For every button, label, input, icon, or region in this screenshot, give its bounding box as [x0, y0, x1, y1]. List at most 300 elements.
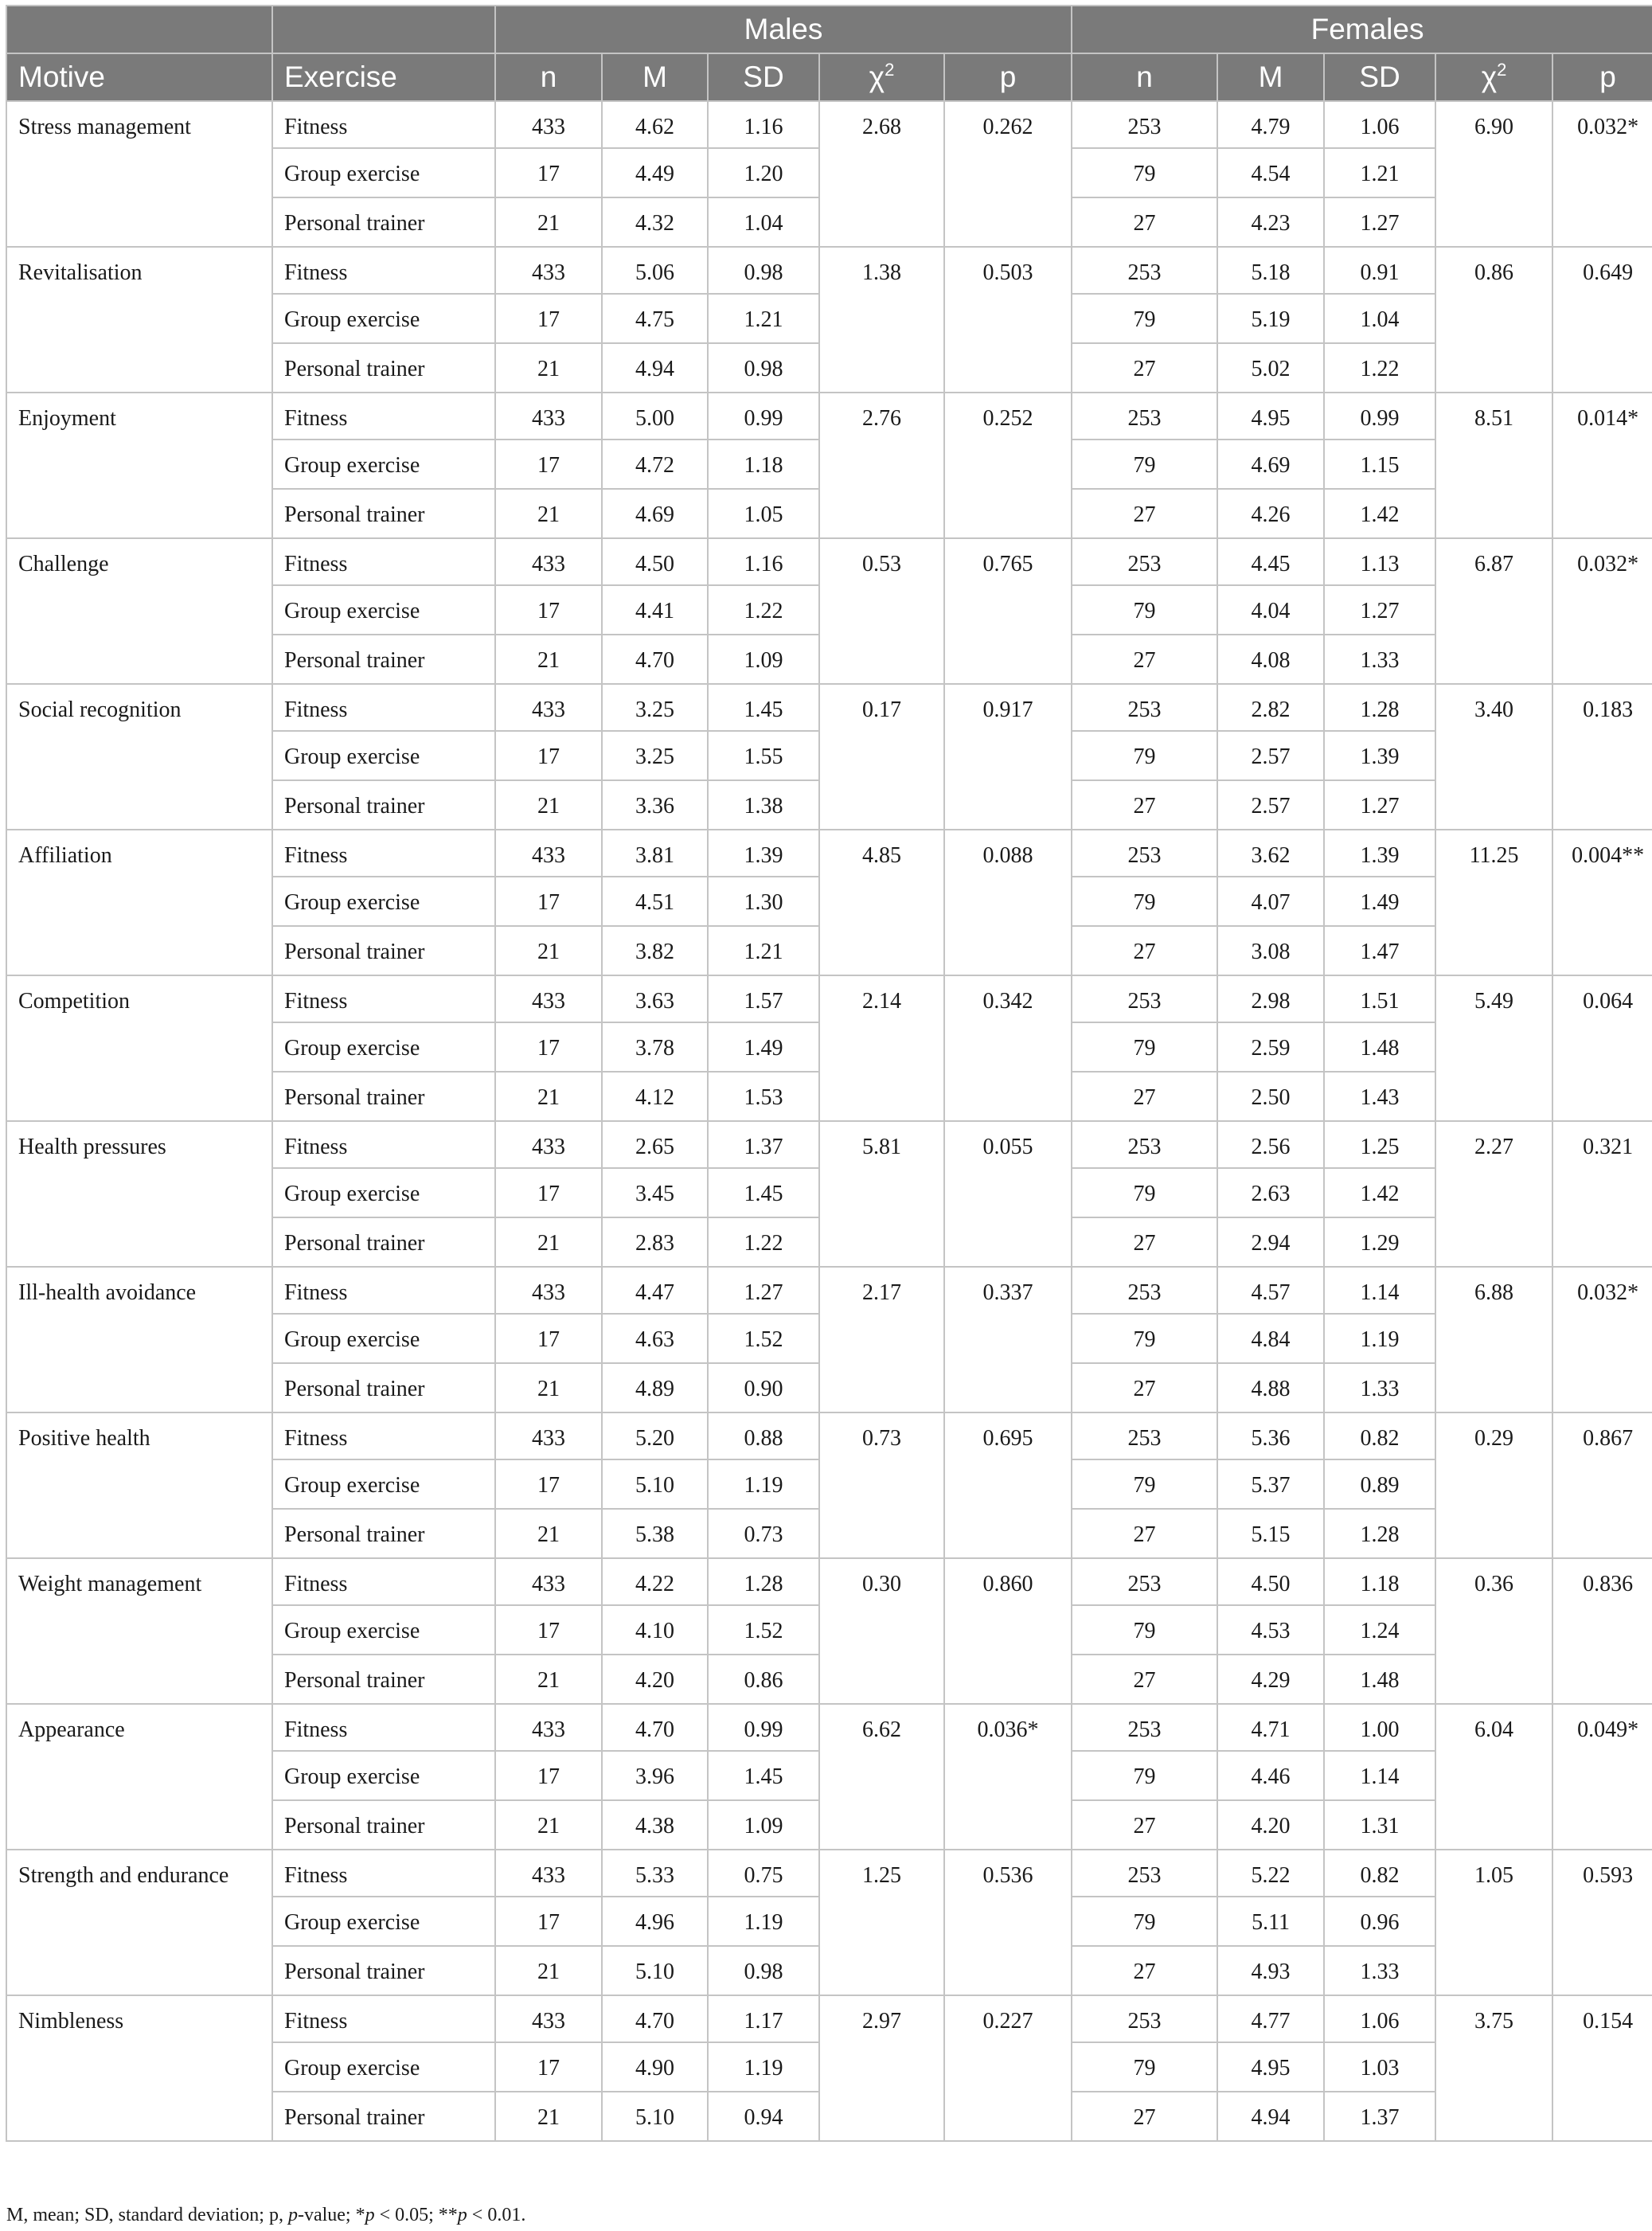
- n-males-cell: 17: [495, 148, 602, 197]
- m-females-cell: 4.79: [1217, 101, 1324, 148]
- motive-cell: Weight management: [6, 1558, 272, 1704]
- sd-females-cell: 1.14: [1324, 1751, 1435, 1800]
- n-females-cell: 27: [1072, 1072, 1217, 1121]
- m-males-cell: 3.25: [602, 684, 708, 731]
- m-males-cell: 5.20: [602, 1412, 708, 1459]
- footnote-part: -value; *: [297, 2205, 365, 2225]
- n-males-cell: 17: [495, 731, 602, 780]
- n-females-cell: 27: [1072, 489, 1217, 538]
- n-males-cell: 21: [495, 1509, 602, 1558]
- chi-males-cell: 2.14: [819, 975, 944, 1121]
- m-males-cell: 4.12: [602, 1072, 708, 1121]
- n-males-cell: 17: [495, 1605, 602, 1655]
- exercise-cell: Fitness: [272, 1267, 495, 1314]
- sd-females-cell: 1.06: [1324, 101, 1435, 148]
- n-males-cell: 21: [495, 1072, 602, 1121]
- m-females-cell: 2.57: [1217, 731, 1324, 780]
- m-males-cell: 2.65: [602, 1121, 708, 1168]
- chi-symbol: χ: [869, 61, 885, 93]
- header-blank-motive: [6, 6, 272, 53]
- sd-males-cell: 1.27: [708, 1267, 819, 1314]
- sd-males-cell: 1.20: [708, 148, 819, 197]
- p-females-cell: 0.649: [1552, 247, 1652, 393]
- table-row: [6, 1704, 1652, 1751]
- m-females-cell: 5.22: [1217, 1850, 1324, 1897]
- n-females-cell: 79: [1072, 440, 1217, 489]
- p-males-cell: 0.055: [944, 1121, 1072, 1267]
- n-males-cell: 433: [495, 975, 602, 1022]
- p-males-cell: 0.252: [944, 393, 1072, 538]
- footnote-part: < 0.01.: [467, 2205, 526, 2225]
- m-females-cell: 2.94: [1217, 1217, 1324, 1267]
- m-males-cell: 4.70: [602, 1704, 708, 1751]
- m-females-cell: 4.57: [1217, 1267, 1324, 1314]
- motive-cell: Social recognition: [6, 684, 272, 830]
- sd-males-cell: 1.30: [708, 877, 819, 926]
- chi-females-cell: 1.05: [1435, 1850, 1552, 1995]
- m-males-cell: 3.25: [602, 731, 708, 780]
- sd-males-cell: 0.98: [708, 1946, 819, 1995]
- table-row: [6, 247, 1652, 294]
- chi-females-cell: 6.90: [1435, 101, 1552, 247]
- motive-cell: Strength and endurance: [6, 1850, 272, 1995]
- exercise-cell: Group exercise: [272, 877, 495, 926]
- n-females-cell: 253: [1072, 1267, 1217, 1314]
- motive-cell: Health pressures: [6, 1121, 272, 1267]
- p-males-cell: 0.536: [944, 1850, 1072, 1995]
- n-males-cell: 17: [495, 1314, 602, 1363]
- sd-females-cell: 1.33: [1324, 1946, 1435, 1995]
- header-sd-females: SD: [1324, 53, 1435, 101]
- p-males-cell: 0.860: [944, 1558, 1072, 1704]
- n-males-cell: 17: [495, 877, 602, 926]
- chi-females-cell: 2.27: [1435, 1121, 1552, 1267]
- n-females-cell: 27: [1072, 1509, 1217, 1558]
- m-males-cell: 4.69: [602, 489, 708, 538]
- n-males-cell: 21: [495, 343, 602, 393]
- sd-males-cell: 1.18: [708, 440, 819, 489]
- p-males-cell: 0.917: [944, 684, 1072, 830]
- sd-males-cell: 1.22: [708, 585, 819, 635]
- exercise-cell: Fitness: [272, 1850, 495, 1897]
- n-males-cell: 433: [495, 1558, 602, 1605]
- sd-females-cell: 1.28: [1324, 1509, 1435, 1558]
- m-females-cell: 5.37: [1217, 1459, 1324, 1509]
- p-females-cell: 0.004**: [1552, 830, 1652, 975]
- sd-males-cell: 0.73: [708, 1509, 819, 1558]
- m-males-cell: 3.81: [602, 830, 708, 877]
- n-females-cell: 27: [1072, 780, 1217, 830]
- m-males-cell: 4.90: [602, 2042, 708, 2092]
- header-females: Females: [1072, 6, 1652, 53]
- p-females-cell: 0.154: [1552, 1995, 1652, 2141]
- p-females-cell: 0.064: [1552, 975, 1652, 1121]
- n-females-cell: 27: [1072, 926, 1217, 975]
- exercise-cell: Fitness: [272, 1704, 495, 1751]
- table-row: [6, 1558, 1652, 1605]
- sd-females-cell: 1.27: [1324, 780, 1435, 830]
- sd-females-cell: 1.39: [1324, 731, 1435, 780]
- exercise-cell: Fitness: [272, 101, 495, 148]
- m-females-cell: 2.50: [1217, 1072, 1324, 1121]
- m-males-cell: 2.83: [602, 1217, 708, 1267]
- n-females-cell: 27: [1072, 1655, 1217, 1704]
- sd-females-cell: 1.29: [1324, 1217, 1435, 1267]
- m-males-cell: 4.70: [602, 635, 708, 684]
- n-males-cell: 21: [495, 1655, 602, 1704]
- exercise-cell: Group exercise: [272, 1314, 495, 1363]
- m-females-cell: 4.26: [1217, 489, 1324, 538]
- exercise-cell: Personal trainer: [272, 1217, 495, 1267]
- sd-females-cell: 1.47: [1324, 926, 1435, 975]
- sd-females-cell: 1.25: [1324, 1121, 1435, 1168]
- chi-females-cell: 6.87: [1435, 538, 1552, 684]
- n-females-cell: 253: [1072, 247, 1217, 294]
- m-females-cell: 5.15: [1217, 1509, 1324, 1558]
- sd-males-cell: 1.45: [708, 684, 819, 731]
- n-females-cell: 79: [1072, 294, 1217, 343]
- m-females-cell: 4.20: [1217, 1800, 1324, 1850]
- sd-females-cell: 1.37: [1324, 2092, 1435, 2141]
- m-males-cell: 5.10: [602, 2092, 708, 2141]
- m-females-cell: 4.71: [1217, 1704, 1324, 1751]
- sd-females-cell: 0.82: [1324, 1412, 1435, 1459]
- n-males-cell: 21: [495, 197, 602, 247]
- chi-symbol: χ: [1481, 61, 1498, 93]
- n-females-cell: 253: [1072, 1850, 1217, 1897]
- sd-males-cell: 0.98: [708, 343, 819, 393]
- n-males-cell: 17: [495, 585, 602, 635]
- motive-cell: Nimbleness: [6, 1995, 272, 2141]
- header-chi-females: [1435, 53, 1552, 101]
- p-males-cell: 0.088: [944, 830, 1072, 975]
- m-females-cell: 5.19: [1217, 294, 1324, 343]
- n-females-cell: 253: [1072, 538, 1217, 585]
- n-females-cell: 79: [1072, 585, 1217, 635]
- sd-males-cell: 1.49: [708, 1022, 819, 1072]
- sd-males-cell: 0.75: [708, 1850, 819, 1897]
- p-females-cell: 0.049*: [1552, 1704, 1652, 1850]
- sd-males-cell: 0.88: [708, 1412, 819, 1459]
- header-row-groups: [6, 6, 1652, 53]
- n-males-cell: 21: [495, 1363, 602, 1412]
- header-chi-males: [819, 53, 944, 101]
- exercise-cell: Personal trainer: [272, 780, 495, 830]
- p-males-cell: 0.342: [944, 975, 1072, 1121]
- sd-females-cell: 1.22: [1324, 343, 1435, 393]
- exercise-cell: Group exercise: [272, 731, 495, 780]
- exercise-cell: Personal trainer: [272, 1655, 495, 1704]
- sd-males-cell: 1.57: [708, 975, 819, 1022]
- n-females-cell: 79: [1072, 731, 1217, 780]
- sd-males-cell: 0.86: [708, 1655, 819, 1704]
- table-row: [6, 1267, 1652, 1314]
- sd-females-cell: 1.39: [1324, 830, 1435, 877]
- header-p-males: p: [944, 53, 1072, 101]
- sd-females-cell: 1.51: [1324, 975, 1435, 1022]
- m-females-cell: 4.46: [1217, 1751, 1324, 1800]
- table-row: [6, 830, 1652, 877]
- exercise-cell: Personal trainer: [272, 1509, 495, 1558]
- sd-males-cell: 0.98: [708, 247, 819, 294]
- sd-males-cell: 1.38: [708, 780, 819, 830]
- sd-females-cell: 1.04: [1324, 294, 1435, 343]
- m-females-cell: 3.08: [1217, 926, 1324, 975]
- n-females-cell: 79: [1072, 1022, 1217, 1072]
- chi-males-cell: 0.17: [819, 684, 944, 830]
- exercise-cell: Group exercise: [272, 1605, 495, 1655]
- exercise-cell: Fitness: [272, 1121, 495, 1168]
- footnote-part: < 0.05; **: [374, 2205, 458, 2225]
- m-females-cell: 4.45: [1217, 538, 1324, 585]
- sd-females-cell: 0.91: [1324, 247, 1435, 294]
- sd-females-cell: 1.42: [1324, 1168, 1435, 1217]
- n-females-cell: 253: [1072, 1704, 1217, 1751]
- m-females-cell: 4.95: [1217, 393, 1324, 440]
- exercise-cell: Group exercise: [272, 1168, 495, 1217]
- m-males-cell: 4.51: [602, 877, 708, 926]
- n-males-cell: 17: [495, 1751, 602, 1800]
- chi-males-cell: 2.68: [819, 101, 944, 247]
- n-males-cell: 21: [495, 926, 602, 975]
- n-males-cell: 21: [495, 1800, 602, 1850]
- m-males-cell: 4.96: [602, 1897, 708, 1946]
- sd-males-cell: 0.90: [708, 1363, 819, 1412]
- sd-males-cell: 0.99: [708, 1704, 819, 1751]
- sd-males-cell: 1.53: [708, 1072, 819, 1121]
- n-females-cell: 253: [1072, 684, 1217, 731]
- exercise-cell: Personal trainer: [272, 197, 495, 247]
- m-females-cell: 4.07: [1217, 877, 1324, 926]
- n-females-cell: 79: [1072, 1168, 1217, 1217]
- sd-females-cell: 1.28: [1324, 684, 1435, 731]
- chi-males-cell: 1.25: [819, 1850, 944, 1995]
- header-sd-males: SD: [708, 53, 819, 101]
- n-females-cell: 253: [1072, 1412, 1217, 1459]
- p-females-cell: 0.593: [1552, 1850, 1652, 1995]
- sd-males-cell: 1.16: [708, 101, 819, 148]
- m-males-cell: 4.72: [602, 440, 708, 489]
- m-females-cell: 5.36: [1217, 1412, 1324, 1459]
- m-females-cell: 5.02: [1217, 343, 1324, 393]
- exercise-cell: Fitness: [272, 247, 495, 294]
- sd-males-cell: 0.99: [708, 393, 819, 440]
- header-m-females: M: [1217, 53, 1324, 101]
- exercise-cell: Group exercise: [272, 1022, 495, 1072]
- m-females-cell: 4.93: [1217, 1946, 1324, 1995]
- p-males-cell: 0.503: [944, 247, 1072, 393]
- header-row-columns: [6, 53, 1652, 101]
- m-females-cell: 3.62: [1217, 830, 1324, 877]
- chi-females-cell: 0.36: [1435, 1558, 1552, 1704]
- p-females-cell: 0.183: [1552, 684, 1652, 830]
- sd-males-cell: 1.05: [708, 489, 819, 538]
- n-females-cell: 79: [1072, 1605, 1217, 1655]
- sd-males-cell: 1.52: [708, 1605, 819, 1655]
- header-m-males: M: [602, 53, 708, 101]
- chi-females-cell: 0.86: [1435, 247, 1552, 393]
- n-males-cell: 17: [495, 1022, 602, 1072]
- n-males-cell: 433: [495, 101, 602, 148]
- n-males-cell: 433: [495, 247, 602, 294]
- n-males-cell: 21: [495, 489, 602, 538]
- sd-females-cell: 1.48: [1324, 1022, 1435, 1072]
- sd-males-cell: 1.45: [708, 1751, 819, 1800]
- m-females-cell: 2.59: [1217, 1022, 1324, 1072]
- sd-males-cell: 1.21: [708, 926, 819, 975]
- n-females-cell: 27: [1072, 1800, 1217, 1850]
- sd-females-cell: 1.27: [1324, 197, 1435, 247]
- m-females-cell: 4.54: [1217, 148, 1324, 197]
- exercise-cell: Fitness: [272, 393, 495, 440]
- chi-males-cell: 0.73: [819, 1412, 944, 1558]
- m-males-cell: 3.82: [602, 926, 708, 975]
- m-females-cell: 2.56: [1217, 1121, 1324, 1168]
- sd-males-cell: 1.37: [708, 1121, 819, 1168]
- sd-females-cell: 1.18: [1324, 1558, 1435, 1605]
- chi-males-cell: 5.81: [819, 1121, 944, 1267]
- p-males-cell: 0.227: [944, 1995, 1072, 2141]
- m-males-cell: 4.63: [602, 1314, 708, 1363]
- sd-males-cell: 1.17: [708, 1995, 819, 2042]
- m-males-cell: 4.62: [602, 101, 708, 148]
- n-females-cell: 27: [1072, 197, 1217, 247]
- chi-males-cell: 2.97: [819, 1995, 944, 2141]
- exercise-cell: Personal trainer: [272, 926, 495, 975]
- header-blank-exercise: [272, 6, 495, 53]
- n-females-cell: 253: [1072, 1558, 1217, 1605]
- n-males-cell: 17: [495, 440, 602, 489]
- motive-cell: Appearance: [6, 1704, 272, 1850]
- sd-males-cell: 1.09: [708, 635, 819, 684]
- exercise-cell: Personal trainer: [272, 343, 495, 393]
- p-males-cell: 0.337: [944, 1267, 1072, 1412]
- p-females-cell: 0.032*: [1552, 101, 1652, 247]
- n-males-cell: 433: [495, 1121, 602, 1168]
- sd-males-cell: 1.09: [708, 1800, 819, 1850]
- sd-males-cell: 1.28: [708, 1558, 819, 1605]
- n-males-cell: 433: [495, 1412, 602, 1459]
- m-females-cell: 4.50: [1217, 1558, 1324, 1605]
- exercise-cell: Personal trainer: [272, 635, 495, 684]
- chi-females-cell: 5.49: [1435, 975, 1552, 1121]
- chi-males-cell: 1.38: [819, 247, 944, 393]
- p-females-cell: 0.867: [1552, 1412, 1652, 1558]
- n-females-cell: 253: [1072, 101, 1217, 148]
- motive-cell: Challenge: [6, 538, 272, 684]
- exercise-cell: Personal trainer: [272, 2092, 495, 2141]
- m-males-cell: 3.36: [602, 780, 708, 830]
- m-males-cell: 5.10: [602, 1459, 708, 1509]
- header-motive: Motive: [6, 53, 272, 101]
- chi-females-cell: 0.29: [1435, 1412, 1552, 1558]
- table-row: [6, 538, 1652, 585]
- chi-males-cell: 2.76: [819, 393, 944, 538]
- m-males-cell: 4.10: [602, 1605, 708, 1655]
- exercise-cell: Group exercise: [272, 148, 495, 197]
- n-males-cell: 17: [495, 1897, 602, 1946]
- m-females-cell: 2.82: [1217, 684, 1324, 731]
- sd-females-cell: 1.03: [1324, 2042, 1435, 2092]
- p-males-cell: 0.262: [944, 101, 1072, 247]
- m-females-cell: 4.88: [1217, 1363, 1324, 1412]
- exercise-cell: Personal trainer: [272, 1363, 495, 1412]
- n-males-cell: 17: [495, 1459, 602, 1509]
- exercise-cell: Personal trainer: [272, 489, 495, 538]
- m-females-cell: 4.04: [1217, 585, 1324, 635]
- sd-females-cell: 1.15: [1324, 440, 1435, 489]
- sd-females-cell: 0.82: [1324, 1850, 1435, 1897]
- n-males-cell: 17: [495, 2042, 602, 2092]
- motive-cell: Revitalisation: [6, 247, 272, 393]
- n-males-cell: 21: [495, 2092, 602, 2141]
- p-females-cell: 0.032*: [1552, 1267, 1652, 1412]
- sd-males-cell: 1.39: [708, 830, 819, 877]
- p-females-cell: 0.321: [1552, 1121, 1652, 1267]
- p-females-cell: 0.014*: [1552, 393, 1652, 538]
- sd-females-cell: 1.06: [1324, 1995, 1435, 2042]
- sd-males-cell: 1.19: [708, 1459, 819, 1509]
- sd-females-cell: 1.42: [1324, 489, 1435, 538]
- chi-males-cell: 0.53: [819, 538, 944, 684]
- chi-females-cell: 6.04: [1435, 1704, 1552, 1850]
- sd-females-cell: 1.48: [1324, 1655, 1435, 1704]
- exercise-cell: Fitness: [272, 1412, 495, 1459]
- p-males-cell: 0.765: [944, 538, 1072, 684]
- exercise-cell: Fitness: [272, 538, 495, 585]
- n-females-cell: 27: [1072, 1363, 1217, 1412]
- footnote-part: M, mean; SD, standard deviation; p,: [6, 2205, 288, 2225]
- m-males-cell: 4.70: [602, 1995, 708, 2042]
- n-females-cell: 253: [1072, 1121, 1217, 1168]
- chi-males-cell: 4.85: [819, 830, 944, 975]
- exercise-cell: Fitness: [272, 1558, 495, 1605]
- chi-females-cell: 6.88: [1435, 1267, 1552, 1412]
- n-males-cell: 433: [495, 1995, 602, 2042]
- m-males-cell: 4.89: [602, 1363, 708, 1412]
- table-row: [6, 975, 1652, 1022]
- motive-cell: Enjoyment: [6, 393, 272, 538]
- sd-females-cell: 1.19: [1324, 1314, 1435, 1363]
- n-males-cell: 21: [495, 1946, 602, 1995]
- exercise-cell: Group exercise: [272, 294, 495, 343]
- n-females-cell: 27: [1072, 343, 1217, 393]
- table-row: [6, 1121, 1652, 1168]
- sd-females-cell: 1.00: [1324, 1704, 1435, 1751]
- table-row: [6, 1412, 1652, 1459]
- m-males-cell: 3.78: [602, 1022, 708, 1072]
- chi-females-cell: 8.51: [1435, 393, 1552, 538]
- n-females-cell: 79: [1072, 2042, 1217, 2092]
- sd-females-cell: 1.33: [1324, 635, 1435, 684]
- table-footnote: [6, 2205, 525, 2226]
- sd-females-cell: 1.13: [1324, 538, 1435, 585]
- sd-males-cell: 1.04: [708, 197, 819, 247]
- header-exercise: Exercise: [272, 53, 495, 101]
- p-males-cell: 0.036*: [944, 1704, 1072, 1850]
- exercise-cell: Group exercise: [272, 1459, 495, 1509]
- n-females-cell: 253: [1072, 975, 1217, 1022]
- n-females-cell: 253: [1072, 830, 1217, 877]
- m-males-cell: 4.41: [602, 585, 708, 635]
- sd-females-cell: 1.33: [1324, 1363, 1435, 1412]
- m-males-cell: 4.50: [602, 538, 708, 585]
- exercise-cell: Personal trainer: [272, 1072, 495, 1121]
- header-males: Males: [495, 6, 1072, 53]
- header-p-females: p: [1552, 53, 1652, 101]
- m-males-cell: 4.20: [602, 1655, 708, 1704]
- p-males-cell: 0.695: [944, 1412, 1072, 1558]
